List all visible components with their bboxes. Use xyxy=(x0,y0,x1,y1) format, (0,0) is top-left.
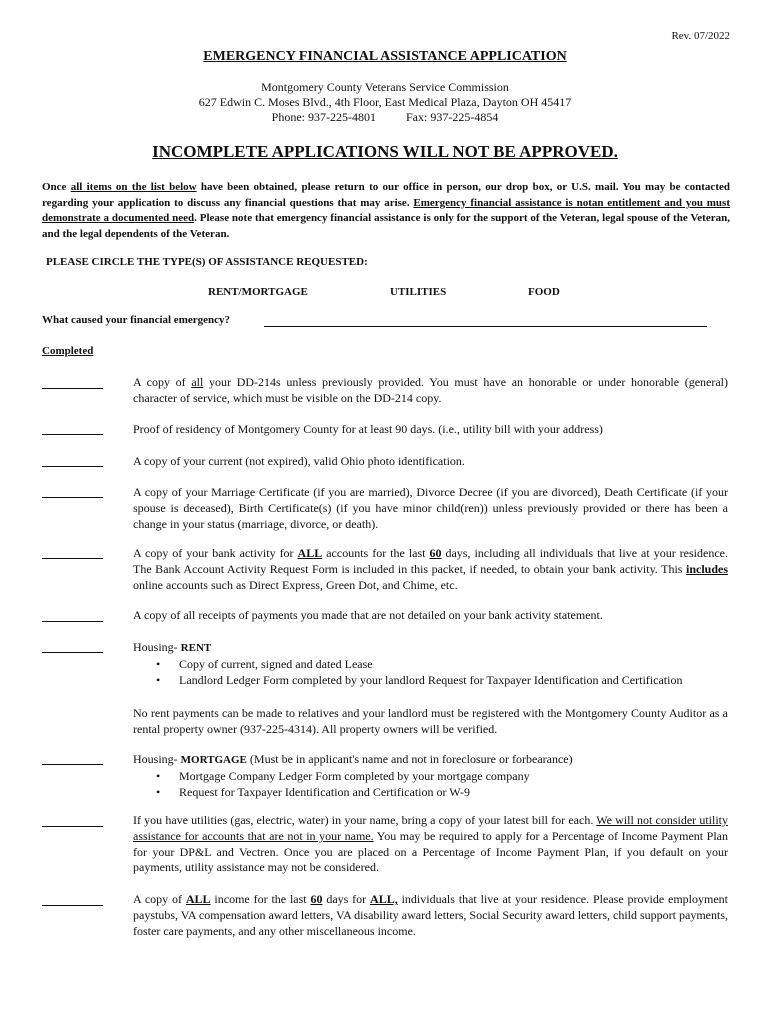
item-photo-id: A copy of your current (not expired), valid Ohio photo identification. xyxy=(133,454,465,468)
item-text: You may be required to apply for a Percentage of Income Payment Plan for your DP&L and Vectren. Once you are placed on a Percentage of Income Payment Plan, if you default on your payments, utility assistance may not be considered. xyxy=(133,828,728,875)
fax-number: Fax: 937-225-4854 xyxy=(406,110,499,124)
circle-instruction: PLEASE CIRCLE THE TYPE(S) OF ASSISTANCE REQUESTED: xyxy=(46,256,368,268)
completed-checkbox-line[interactable] xyxy=(42,558,103,559)
intro-text: . Please note that emergency financial assistance is only for the support of the Veteran, legal spouse of the Veteran, and the legal dependents of the Veteran. xyxy=(42,212,730,240)
item-text: days for xyxy=(322,892,371,906)
item-emphasis: 60 xyxy=(310,892,323,906)
item-text: accounts for the last xyxy=(322,546,430,560)
item-text: individuals that live at your residence. Please provide employment paystubs, VA compensation award letters, VA disability award letters, Social Security award letters, child support payments, foster care payments, and any other miscellaneous income. xyxy=(133,892,729,938)
item-bank-activity xyxy=(133,546,728,593)
assistance-type-utilities[interactable]: UTILITIES xyxy=(390,286,447,298)
completed-checkbox-line[interactable] xyxy=(42,388,103,389)
completed-header: Completed xyxy=(42,345,94,357)
completed-checkbox-line[interactable] xyxy=(42,466,103,467)
item-emphasis: ALL xyxy=(297,546,323,560)
rent-note: No rent payments can be made to relatives and your landlord must be registered with the Montgomery County Auditor as a rental property owner (937-225-4314). All property owners will be verified. xyxy=(133,706,728,736)
mortgage-heading xyxy=(133,752,728,769)
item-utilities xyxy=(133,813,728,876)
contact-line xyxy=(0,110,770,125)
completed-checkbox-line[interactable] xyxy=(42,652,103,653)
item-emphasis: MORTGAGE xyxy=(180,754,247,766)
emergency-question: What caused your financial emergency? xyxy=(42,314,231,326)
completed-checkbox-line[interactable] xyxy=(42,621,103,622)
item-emphasis: includes xyxy=(685,561,728,576)
organization-address: 627 Edwin C. Moses Blvd., 4th Floor, East Medical Plaza, Dayton OH 45417 xyxy=(198,95,572,109)
document-title: EMERGENCY FINANCIAL ASSISTANCE APPLICATION xyxy=(203,49,567,64)
item-emphasis: RENT xyxy=(180,642,212,654)
completed-checkbox-line[interactable] xyxy=(42,764,103,765)
mortgage-requirements-list xyxy=(133,769,728,801)
item-text: If you have utilities (gas, electric, water) in your name, bring a copy of your latest bill for each. xyxy=(133,813,597,827)
list-item: • Landlord Ledger Form completed by your landlord Request for Taxpayer Identification and Certification xyxy=(179,673,728,689)
item-dd214 xyxy=(133,375,728,407)
incomplete-warning: INCOMPLETE APPLICATIONS WILL NOT BE APPROVED. xyxy=(152,142,618,161)
intro-text: have been obtained, please return to our office in person, our drop box, or U.S. mail. You may be contacted regarding your application to discuss any financial questions that may arise. xyxy=(42,181,730,209)
item-text: Housing- xyxy=(133,752,181,766)
completed-checkbox-line[interactable] xyxy=(42,826,103,827)
organization-name: Montgomery County Veterans Service Commission xyxy=(261,80,509,94)
assistance-type-food[interactable]: FOOD xyxy=(528,286,560,298)
intro-text: Once xyxy=(42,181,71,193)
item-text: Housing- xyxy=(133,640,181,654)
assistance-type-rent-mortgage[interactable]: RENT/MORTGAGE xyxy=(208,286,308,298)
revision-label: Rev. 07/2022 xyxy=(671,30,730,42)
item-text: A copy of your bank activity for xyxy=(133,546,298,560)
list-item: • Copy of current, signed and dated Lease xyxy=(179,657,728,673)
item-emphasis: ALL xyxy=(185,892,211,906)
intro-underlined-text: Emergency financial assistance is notan entitlement and you must demonstrate a documented need xyxy=(42,196,730,224)
item-emphasis: ALL, xyxy=(370,892,398,906)
completed-checkbox-line[interactable] xyxy=(42,905,103,906)
completed-checkbox-line[interactable] xyxy=(42,497,103,498)
item-text: days, including all individuals that live at your residence. The Bank Account Activity Request Form is included in this packet, if needed, to obtain your bank activity. This xyxy=(133,546,728,576)
list-item: • Request for Taxpayer Identification and Certification or W-9 xyxy=(179,785,728,801)
item-emphasis: We will not consider utility assistance for accounts that are not in your name. xyxy=(133,813,728,843)
item-income xyxy=(133,892,728,939)
intro-underlined-text: all items on the list below xyxy=(70,181,197,193)
emergency-answer-line[interactable] xyxy=(264,326,707,327)
item-text: your DD-214s unless previously provided. You must have an honorable or under honorable (general) character of service, which must be visible on the DD-214 copy. xyxy=(133,375,729,405)
completed-checkbox-line[interactable] xyxy=(42,434,103,435)
rent-heading xyxy=(133,640,728,657)
item-receipts: A copy of all receipts of payments you made that are not detailed on your bank activity statement. xyxy=(133,608,603,622)
rent-requirements-list xyxy=(133,657,728,689)
item-text: income for the last xyxy=(210,892,311,906)
item-emphasis: all xyxy=(191,375,204,389)
item-marriage-certificates: A copy of your Marriage Certificate (if you are married), Divorce Decree (if you are divorced), Death Certificate (if your spouse is deceased), Birth Certificate(s) (if you have minor child(ren)) unless previously provided or there has been a change in your status (marriage, divorce, or death). xyxy=(133,485,728,531)
item-text: (Must be in applicant's name and not in foreclosure or forbearance) xyxy=(246,752,573,766)
item-emphasis: 60 xyxy=(429,546,442,560)
phone-number: Phone: 937-225-4801 xyxy=(271,110,376,124)
item-text: A copy of xyxy=(133,375,192,389)
item-residency: Proof of residency of Montgomery County for at least 90 days. (i.e., utility bill with your address) xyxy=(133,422,603,436)
item-housing-rent xyxy=(133,640,728,688)
item-housing-mortgage xyxy=(133,752,728,800)
item-text: A copy of xyxy=(133,892,186,906)
intro-paragraph xyxy=(42,180,730,242)
item-text: online accounts such as Direct Express, Green Dot, and Chime, etc. xyxy=(133,577,458,592)
list-item: • Mortgage Company Ledger Form completed by your mortgage company xyxy=(179,769,728,785)
